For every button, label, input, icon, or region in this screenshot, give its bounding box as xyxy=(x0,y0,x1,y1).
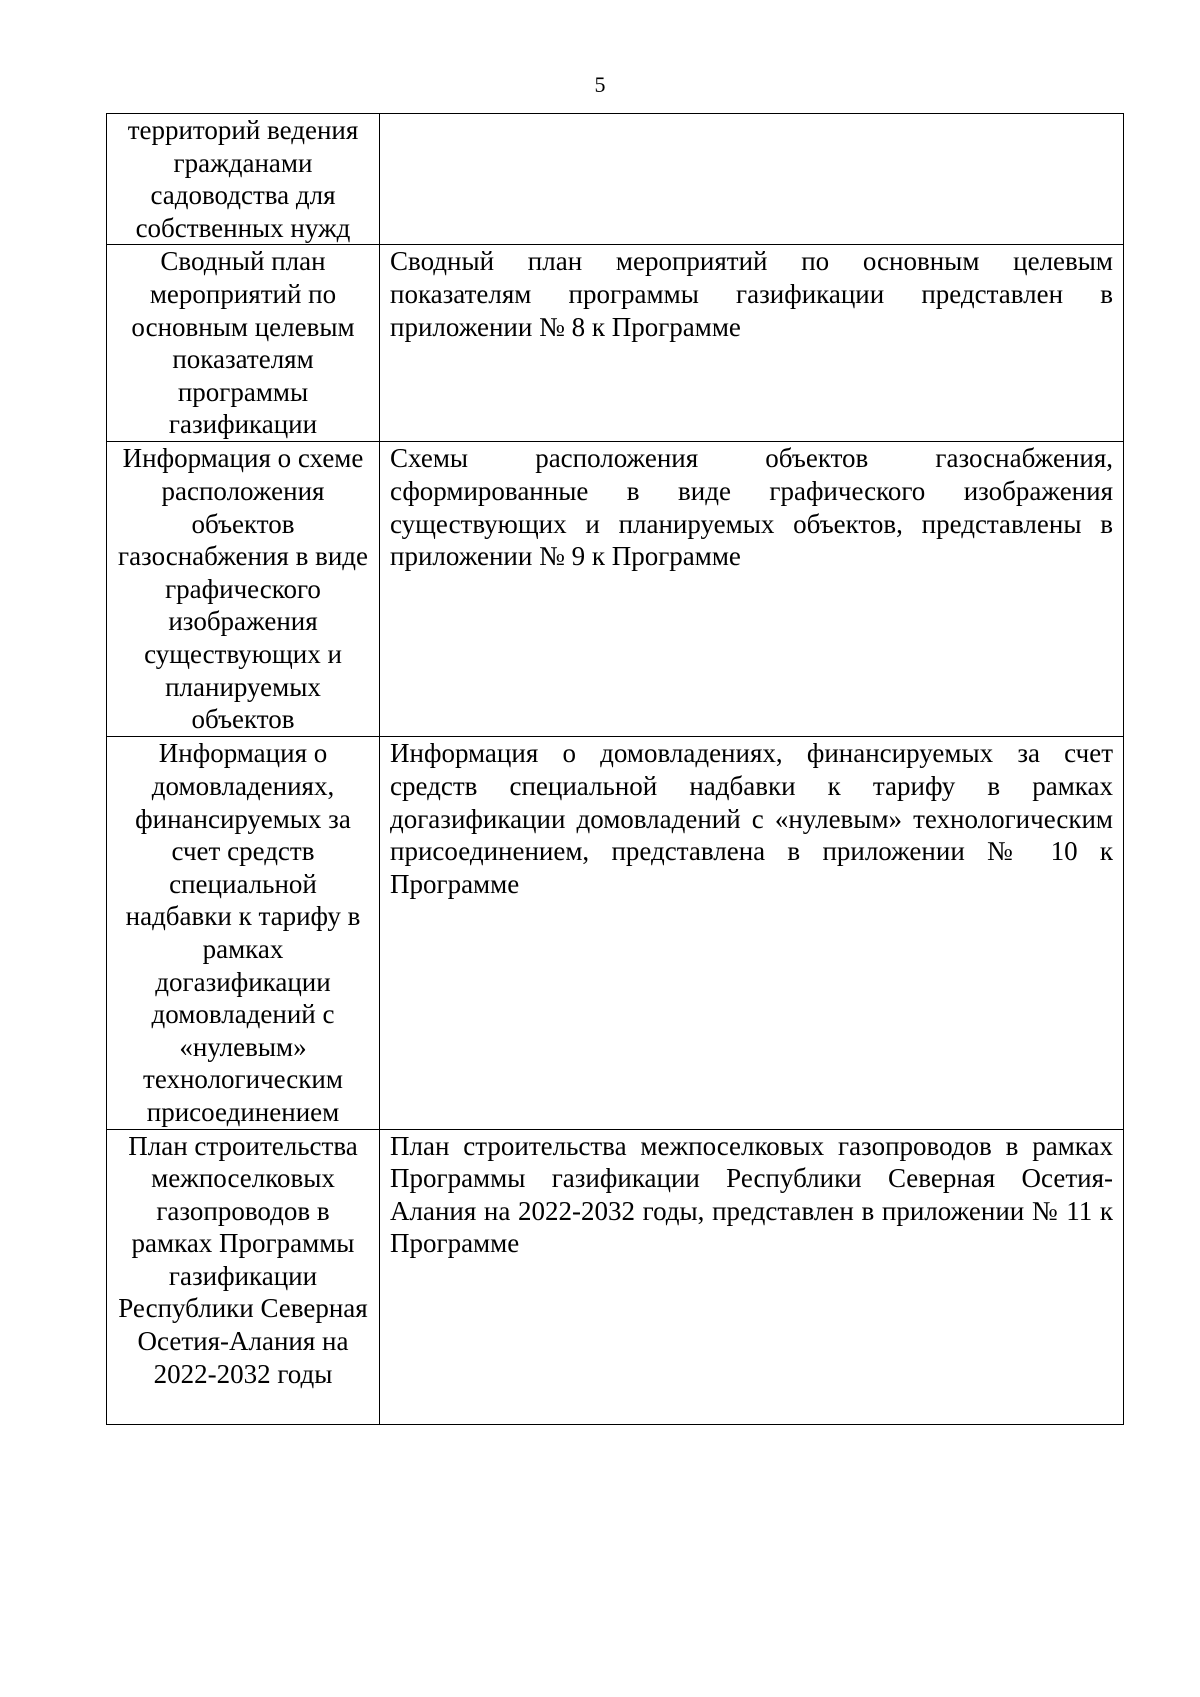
row-value: Схемы расположения объектов газоснабжения, сформированные в виде графического изображения существующих и планируемых объектов, представлены в приложении № 9 к Программе xyxy=(390,443,1113,572)
row-value: Информация о домовладениях, финансируемых за счет средств специальной надбавки к тарифу в рамках догазификации домовладений с «нулевым» технологическим присоединением, представлена в приложении № 10 к Программе xyxy=(390,738,1113,899)
row-label-cell xyxy=(107,114,380,245)
row-value-cell xyxy=(380,245,1124,442)
row-label-cell xyxy=(107,245,380,442)
row-value-cell xyxy=(380,114,1124,245)
row-value-cell xyxy=(380,737,1124,1129)
row-value: Сводный план мероприятий по основным целевым показателям программы газификации представлен в приложении № 8 к Программе xyxy=(390,246,1113,342)
row-value-cell xyxy=(380,442,1124,737)
row-value-cell xyxy=(380,1129,1124,1424)
table-row xyxy=(107,1129,1124,1424)
row-label-cell xyxy=(107,1129,380,1424)
row-label: План строительства межпоселковых газопроводов в рамках Программы газификации Республики Северная Осетия-Алания на 2022-2032 годы xyxy=(118,1130,368,1389)
row-label: Сводный план мероприятий по основным целевым показателям программы газификации xyxy=(131,246,355,440)
row-label-cell xyxy=(107,737,380,1129)
page-number: 5 xyxy=(594,72,606,97)
table-row xyxy=(107,737,1124,1129)
program-passport-table xyxy=(106,113,1124,1425)
row-label: Информация о схеме расположения объектов газоснабжения в виде графического изображения существующих и планируемых объектов xyxy=(118,443,368,735)
row-value: План строительства межпоселковых газопроводов в рамках Программы газификации Республики Северная Осетия-Алания на 2022-2032 годы, представлен в приложении № 11 к Программе xyxy=(390,1130,1113,1259)
row-label: территорий ведения гражданами садоводства для собственных нужд xyxy=(127,115,359,243)
row-label-cell xyxy=(107,442,380,737)
table-row xyxy=(107,245,1124,442)
table-row xyxy=(107,114,1124,245)
table-row xyxy=(107,442,1124,737)
row-label: Информация о домовладениях, финансируемых за счет средств специальной надбавки к тарифу в рамках догазификации домовладений с «нулевым» технологическим присоединением xyxy=(125,738,361,1127)
